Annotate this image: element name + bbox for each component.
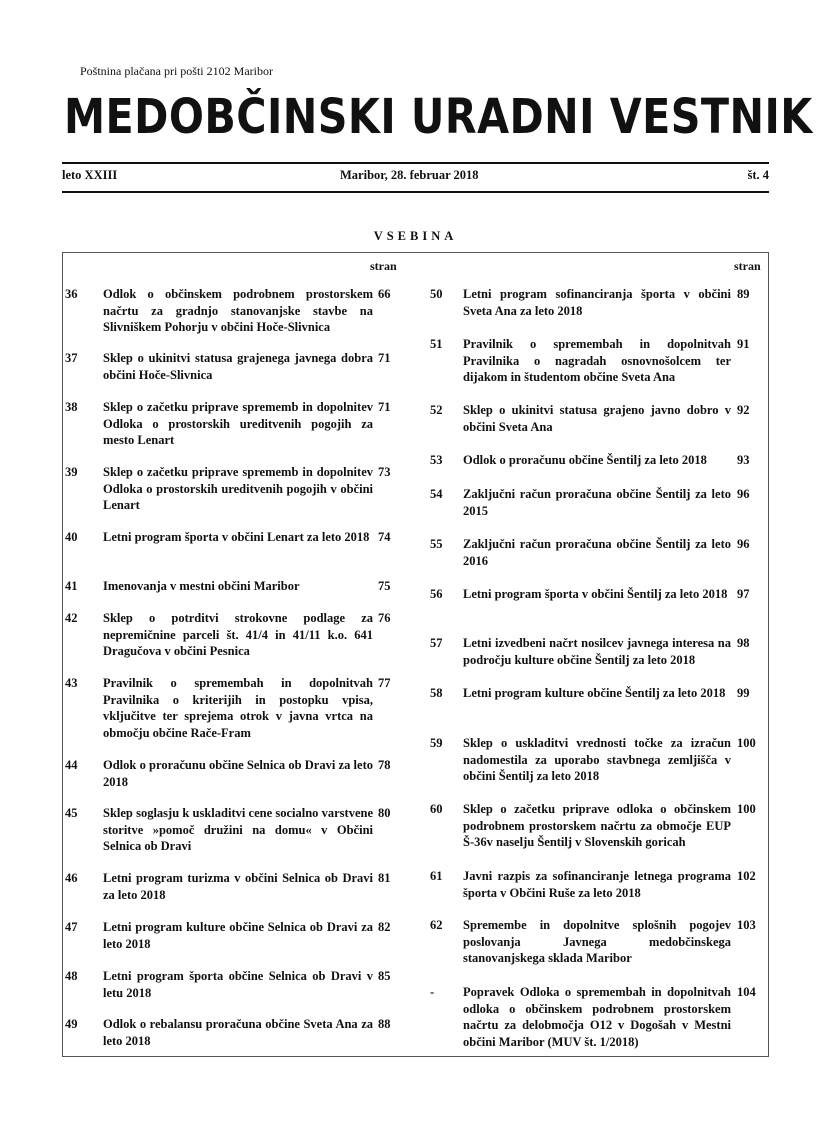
entry-number: 61: [430, 869, 443, 883]
entry-title: Letni program sofinanciranja športa v občini Sveta Ana za leto 2018: [463, 287, 731, 318]
entry-number: -: [430, 985, 435, 999]
entry-page: 100: [737, 736, 756, 750]
header-rule-bottom: [62, 191, 769, 193]
entry-page: 99: [737, 686, 750, 700]
issue-info-row: [62, 168, 769, 186]
entry-number: 42: [65, 611, 78, 625]
entry-number: 58: [430, 686, 443, 700]
entry-number: 36: [65, 287, 78, 301]
entry-title: Popravek Odloka o spremembah in dopolnitvah odloka o občinskem podrobnem prostorskem načrtu za delobmočja O12 v Dogošah v Mestni občini Maribor (MUV št. 1/2018): [463, 985, 731, 1049]
entry-title: Sklep o začetku priprave sprememb in dopolnitev Odloka o prostorskih ureditvenih pogojih za mesto Lenart: [103, 400, 373, 447]
entry-title: Letni program športa v občini Šentilj za leto 2018: [463, 587, 728, 601]
entry-page: 100: [737, 802, 756, 816]
entry-title: Sklep soglasju k uskladitvi cene socialno varstvene storitve »pomoč družini na domu« v Občini Selnica ob Dravi: [103, 806, 373, 853]
entry-title: Odlok o občinskem podrobnem prostorskem načrtu za gradnjo stanovanjske stavbe na Slivniškem Pohorju v občini Hoče-Slivnica: [103, 287, 373, 334]
entry-title: Sklep o začetku priprave odloka o občinskem podrobnem prostorskem načrtu za območje EUP Š-36v naselju Šentilj v Slovenskih goricah: [463, 802, 731, 849]
entry-number: 54: [430, 487, 443, 501]
entry-title: Sklep o začetku priprave sprememb in dopolnitev Odloka o prostorskih ureditvenih pogojih v občini Lenart: [103, 465, 373, 512]
entry-page: 91: [737, 337, 750, 351]
entry-title: Letni program kulture občine Selnica ob Dravi za leto 2018: [103, 920, 373, 951]
entry-title: Odlok o proračunu občine Selnica ob Dravi za leto 2018: [103, 758, 373, 789]
entry-number: 41: [65, 579, 78, 593]
entry-number: 60: [430, 802, 443, 816]
entry-title: Pravilnik o spremembah in dopolnitvah Pravilnika o kriterijih in postopku vpisa, vključitve ter sprejema otrok v javna vrtca na območju občine Rače-Fram: [103, 676, 373, 740]
entry-page: 96: [737, 537, 750, 551]
entry-page: 98: [737, 636, 750, 650]
issue-number: št. 4: [747, 168, 769, 182]
entry-number: 56: [430, 587, 443, 601]
entry-page: 104: [737, 985, 756, 999]
entry-title: Letni izvedbeni načrt nosilcev javnega interesa na področju kulture občine Šentilj za leto 2018: [463, 636, 731, 667]
entry-page: 80: [378, 806, 391, 820]
entry-page: 66: [378, 287, 391, 301]
entry-title: Sklep o ukinitvi statusa grajeno javno dobro v občini Sveta Ana: [463, 403, 731, 434]
entry-number: 43: [65, 676, 78, 690]
entry-page: 74: [378, 530, 391, 544]
entry-page: 85: [378, 969, 391, 983]
entry-page: 96: [737, 487, 750, 501]
entry-title: Letni program športa v občini Lenart za leto 2018: [103, 530, 370, 544]
entry-page: 71: [378, 400, 391, 414]
entry-number: 47: [65, 920, 78, 934]
contents-title: VSEBINA: [373, 229, 458, 243]
entry-number: 51: [430, 337, 443, 351]
page-column-label-right: stran: [734, 259, 761, 273]
issue-year: leto XXIII: [62, 168, 118, 182]
entry-page: 77: [378, 676, 391, 690]
entry-number: 40: [65, 530, 78, 544]
page-column-label-left: stran: [370, 259, 397, 273]
entry-page: 89: [737, 287, 750, 301]
entry-number: 52: [430, 403, 443, 417]
entry-title: Sklep o uskladitvi vrednosti točke za izračun nadomestila za uporabo stavbnega zemljišča v občini Šentilj za leto 2018: [463, 736, 731, 783]
entry-title: Odlok o proračunu občine Šentilj za leto 2018: [463, 453, 707, 467]
entry-page: 73: [378, 465, 391, 479]
entry-title: Letni program kulture občine Šentilj za leto 2018: [463, 686, 726, 700]
entry-page: 92: [737, 403, 750, 417]
entry-title: Sklep o ukinitvi statusa grajenega javnega dobra občini Hoče-Slivnica: [103, 351, 373, 382]
entry-number: 55: [430, 537, 443, 551]
entry-number: 37: [65, 351, 78, 365]
postage-note: Poštnina plačana pri pošti 2102 Maribor: [80, 64, 273, 78]
entry-number: 59: [430, 736, 443, 750]
issue-date: Maribor, 28. februar 2018: [340, 168, 479, 182]
entry-title: Zaključni račun proračuna občine Šentilj za leto 2015: [463, 487, 731, 518]
entry-page: 75: [378, 579, 391, 593]
entry-number: 46: [65, 871, 78, 885]
entry-title: Imenovanja v mestni občini Maribor: [103, 579, 300, 593]
entry-title: Letni program turizma v občini Selnica ob Dravi za leto 2018: [103, 871, 373, 902]
entry-page: 82: [378, 920, 391, 934]
entry-number: 39: [65, 465, 78, 479]
entry-number: 38: [65, 400, 78, 414]
entry-page: 71: [378, 351, 391, 365]
entry-title: Spremembe in dopolnitve splošnih pogojev poslovanja Javnega medobčinskega stanovanjskega sklada Maribor: [463, 918, 731, 965]
entry-title: Pravilnik o spremembah in dopolnitvah Pravilnika o nagradah osnovnošolcem ter dijakom in študentom občine Sveta Ana: [463, 337, 731, 384]
entry-page: 81: [378, 871, 391, 885]
entry-page: 93: [737, 453, 750, 467]
entry-number: 49: [65, 1017, 78, 1031]
entry-page: 76: [378, 611, 391, 625]
entry-title: Sklep o potrditvi strokovne podlage za nepremičnine parceli št. 41/4 in 41/11 k.o. 641 Dragučova v občini Pesnica: [103, 611, 373, 658]
entry-page: 102: [737, 869, 756, 883]
entry-page: 103: [737, 918, 756, 932]
entry-number: 44: [65, 758, 78, 772]
header-rule-top: [62, 162, 769, 164]
entry-title: Odlok o rebalansu proračuna občine Sveta Ana za leto 2018: [103, 1017, 373, 1048]
entry-number: 53: [430, 453, 443, 467]
entry-number: 50: [430, 287, 443, 301]
entry-title: Javni razpis za sofinanciranje letnega programa športa v Občini Ruše za leto 2018: [463, 869, 731, 900]
entry-number: 45: [65, 806, 78, 820]
entry-number: 62: [430, 918, 443, 932]
entry-title: Zaključni račun proračuna občine Šentilj za leto 2016: [463, 537, 731, 568]
entry-title: Letni program športa občine Selnica ob Dravi v letu 2018: [103, 969, 373, 1000]
entry-page: 78: [378, 758, 391, 772]
entry-page: 97: [737, 587, 750, 601]
entry-page: 88: [378, 1017, 391, 1031]
masthead-title: MEDOBČINSKI URADNI VESTNIK: [64, 89, 813, 145]
entry-number: 48: [65, 969, 78, 983]
entry-number: 57: [430, 636, 443, 650]
